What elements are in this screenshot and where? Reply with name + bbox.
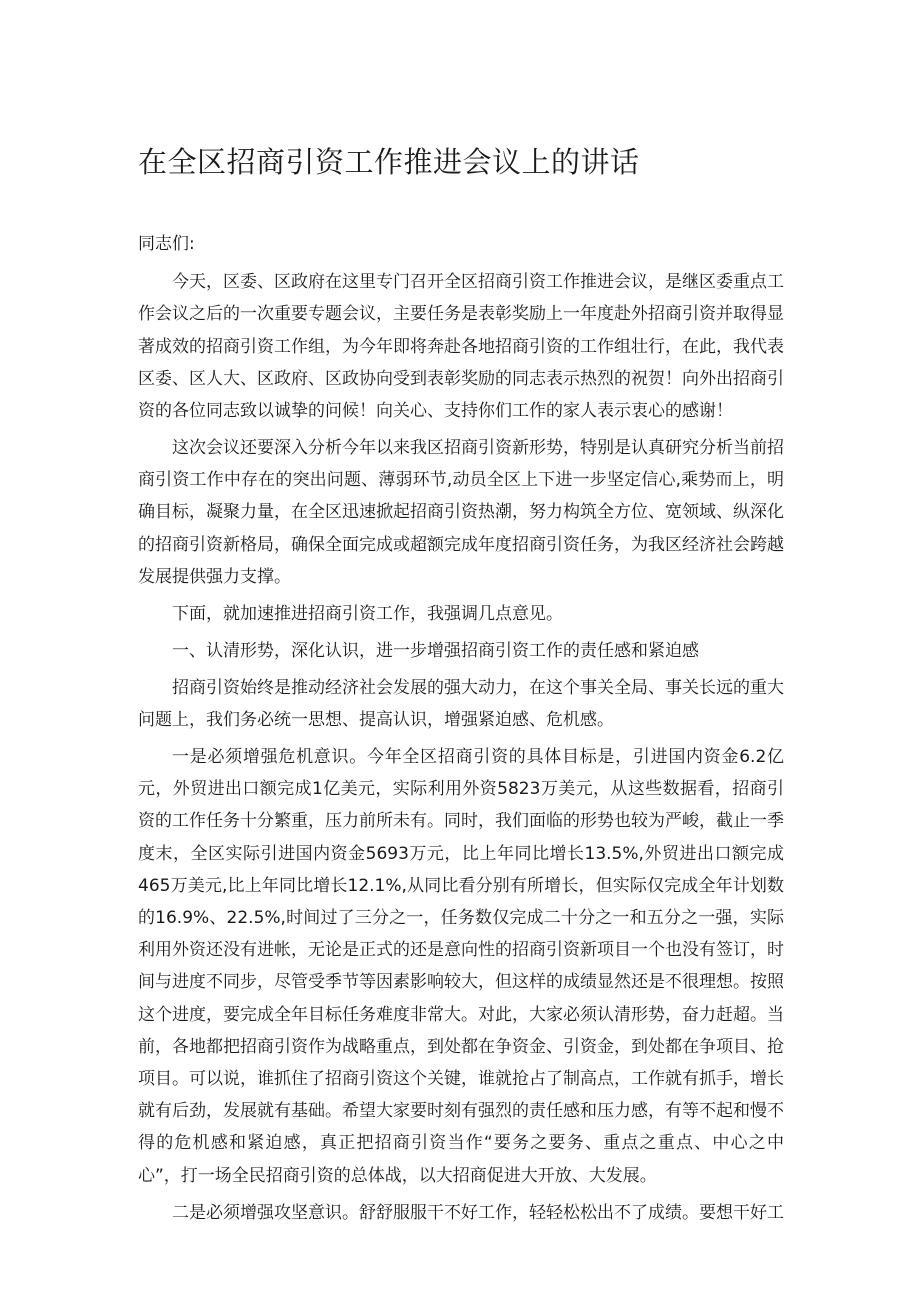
paragraph-meeting-purpose: 这次会议还要深入分析今年以来我区招商引资新形势，特别是认真研究分析当前招商引资工作中存在的突出问题、薄弱环节,动员全区上下进一步坚定信心,乘势而上，明确目标，凝聚力量，在全区迅速掀起招商引资热潮，努力构筑全方位、宽领域、纵深化的招商引资新格局，确保全面完成或超额完成年度招商引资任务，为我区经济社会跨越发展提供强力支撑。 [138,438,784,587]
paragraph-crisis-awareness: 一是必须增强危机意识。今年全区招商引资的具体目标是，引进国内资金6.2亿元，外贸进出口额完成1亿美元，实际利用外资5823万美元，从这些数据看，招商引资的工作任务十分繁重，压力前所未有。同时，我们面临的形势也较为严峻，截止一季度末，全区实际引进国内资金5693万元，比上年同比增长13.5%,外贸进出口额完成465万美元,比上年同比增长12.1%,从同比看分别有所增长，但实际仅完成全年计划数的16.9%、22.5%,时间过了三分之一，任务数仅完成二十分之一和五分之一强，实际利用外资还没有进帐，无论是正式的还是意向性的招商引资新项目一个也没有签订，时间与进度不同步，尽管受季节等因素影响较大，但这样的成绩显然还是不很理想。按照这个进度，要完成全年目标任务难度非常大。对此，大家必须认清形势，奋力赶超。当前，各地都把招商引资作为战略重点，到处都在争资金、引资金，到处都在争项目、抢项目。可以说，谁抓住了招商引资这个关键，谁就抢占了制高点，工作就有抓手，增长就有后劲，发展就有基础。希望大家要时刻有强烈的责任感和压力感，有等不起和慢不得的危机感和紧迫感，真正把招商引资当作“要务之要务、重点之重点、中心之中心”，打一场全民招商引资的总体战，以大招商促进大开放、大发展。 [138,747,784,1186]
paragraph-attack-awareness: 二是必须增强攻坚意识。舒舒服服干不好工作，轻轻松松出不了成绩。要想干好工 [172,1202,784,1223]
paragraph-transition: 下面，就加速推进招商引资工作，我强调几点意见。 [172,603,563,624]
paragraph-opening: 今天，区委、区政府在这里专门召开全区招商引资工作推进会议，是继区委重点工作会议之后的一次重要专题会议，主要任务是表彰奖励上一年度赴外招商引资并取得显著成效的招商引资工作组，为今年即将奔赴各地招商引资的工作组壮行，在此，我代表区委、区人大、区政府、区政协向受到表彰奖励的同志表示热烈的祝贺！向外出招商引资的各位同志致以诚挚的问候！向关心、支持你们工作的家人表示衷心的感谢！ [138,272,784,422]
salutation: 同志们: [138,234,195,254]
section-heading-1: 一、认清形势，深化认识，进一步增强招商引资工作的责任感和紧迫感 [172,640,699,661]
paragraph-section-intro: 招商引资始终是推动经济社会发展的强大动力，在这个事关全局、事关长远的重大问题上，我们务必统一思想、提高认识，增强紧迫感、危机感。 [138,677,784,731]
document-body [138,228,784,1234]
document-title: 在全区招商引资工作推进会议上的讲话 [138,145,640,179]
